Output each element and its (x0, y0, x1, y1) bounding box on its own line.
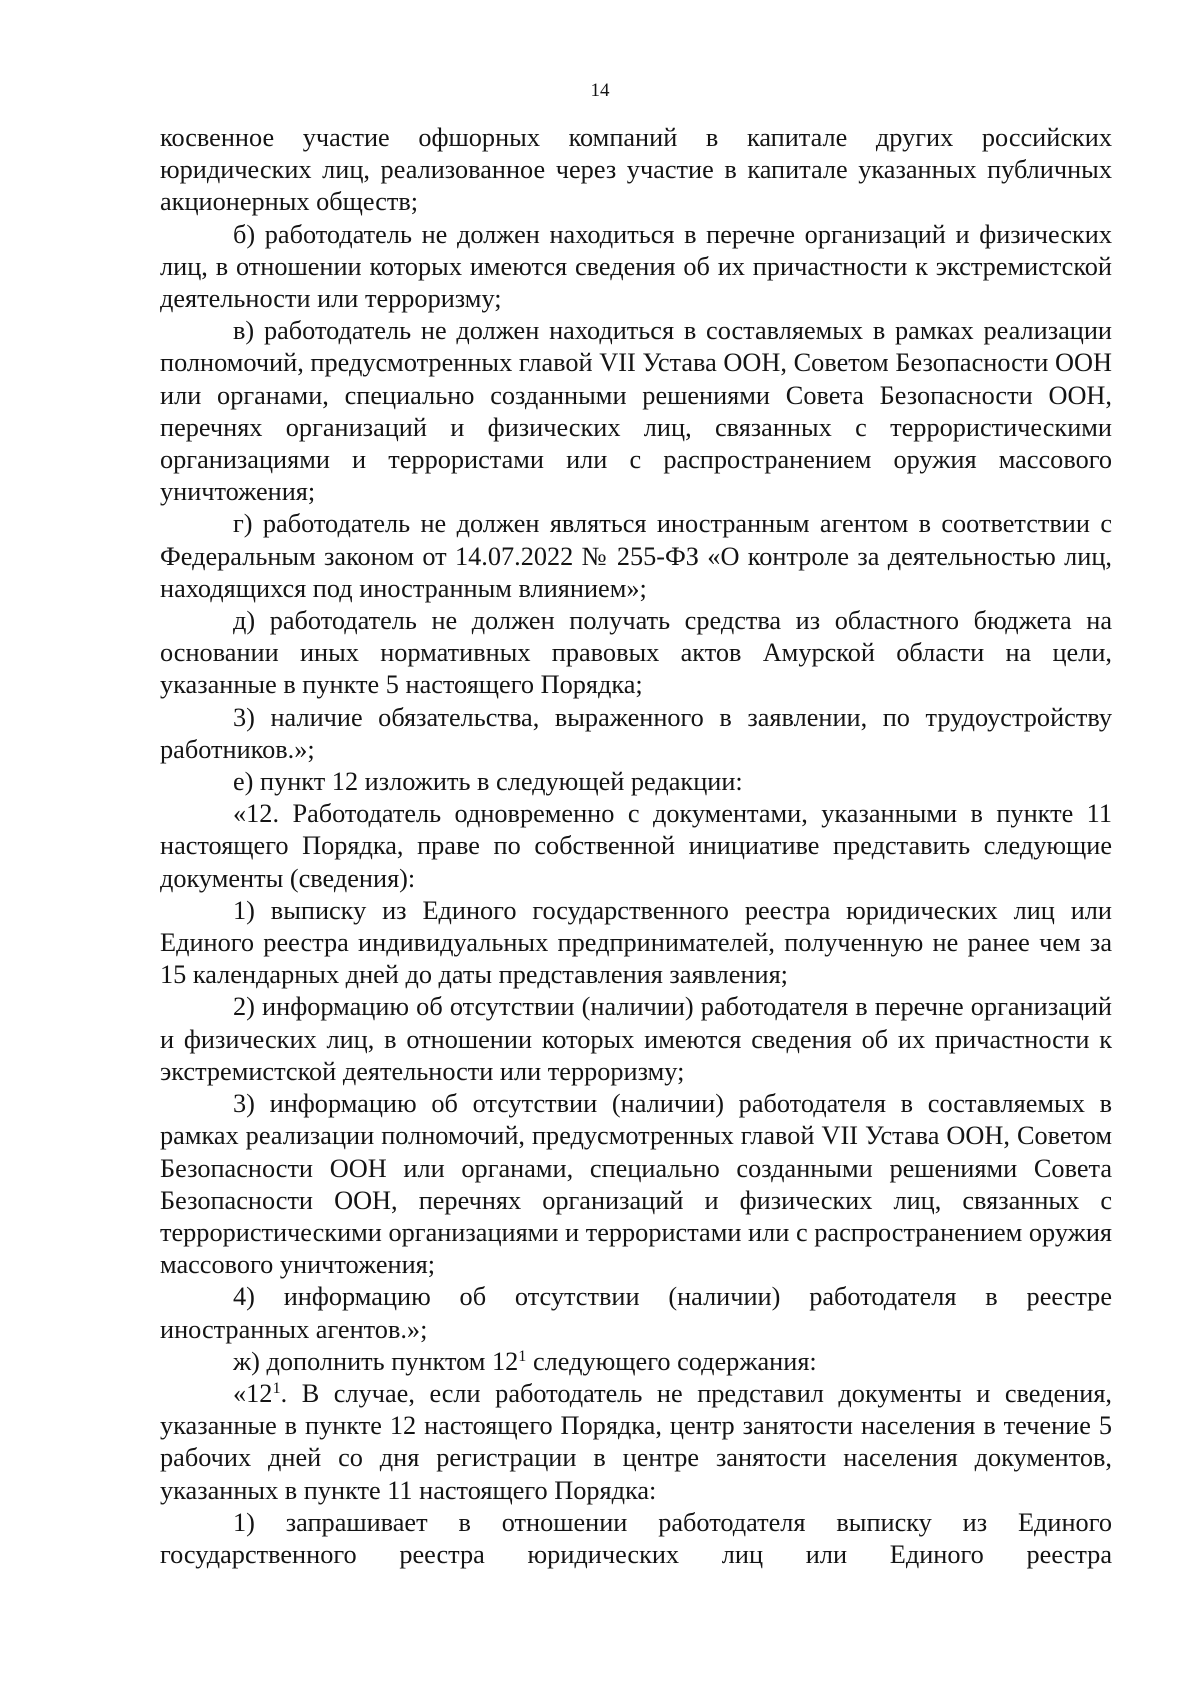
paragraph-clause-12-item-1: 1) выписку из Единого государственного реестра юридических лиц или Единого реестра индивидуальных предпринимателей, полученную не ранее чем за 15 календарных дней до даты представления заявления; (160, 895, 1112, 990)
paragraph-clause-12: «12. Работодатель одновременно с документами, указанными в пункте 11 настоящего Порядка, праве по собственной инициативе представить следующие документы (сведения): (160, 799, 1112, 893)
paragraph-b: б) работодатель не должен находиться в перечне организаций и физических лиц, в отношении которых имеются сведения об их причастности к экстремистской деятельности или терроризму; (160, 219, 1112, 314)
paragraph-e: е) пункт 12 изложить в следующей редакции: (233, 767, 743, 797)
superscript: 1 (272, 1377, 281, 1397)
paragraph-zh-text-end: следующего содержания: (526, 1346, 817, 1376)
paragraph-zh (160, 1346, 1112, 1378)
paragraph-zh-text-start: ж) дополнить пунктом 12 (233, 1346, 519, 1376)
paragraph-clause-12-1-item-1: 1) запрашивает в отношении работодателя выписку из Единого государственного реестра юридических лиц или Единого реестра (160, 1507, 1112, 1569)
paragraph-item-3: 3) наличие обязательства, выраженного в заявлении, по трудоустройству работников.»; (160, 702, 1112, 764)
paragraph-clause-12-1 (160, 1378, 1112, 1507)
clause-12-1-text-start: «12 (233, 1378, 273, 1408)
paragraph-clause-12-item-4: 4) информацию об отсутствии (наличии) работодателя в реестре иностранных агентов.»; (160, 1282, 1112, 1344)
paragraph-g: г) работодатель не должен являться иностранным агентом в соответствии с Федеральным законом от 14.07.2022 № 255-ФЗ «О контроле за деятельностью лиц, находящихся под иностранным влиянием»; (160, 509, 1112, 603)
document-body (160, 122, 1112, 1571)
clause-12-1-text-end: . В случае, если работодатель не представил документы и сведения, указанные в пункте 12 настоящего Порядка, центр занятости населения в течение 5 рабочих дней со дня регистрации в центре занятости населения документов, указанных в пункте 11 настоящего Порядка: (160, 1378, 1112, 1505)
paragraph-clause-12-item-3: 3) информацию об отсутствии (наличии) работодателя в составляемых в рамках реализации полномочий, предусмотренных главой VII Устава ООН, Советом Безопасности ООН или органами, специально созданными решениями Совета Безопасности ООН, перечнях организаций и физических лиц, связанных с террористическими организациями и террористами или с распространением оружия массового уничтожения; (160, 1089, 1112, 1280)
paragraph-d: д) работодатель не должен получать средства из областного бюджета на основании иных нормативных правовых актов Амурской области на цели, указанные в пункте 5 настоящего Порядка; (160, 606, 1112, 700)
superscript: 1 (518, 1345, 527, 1365)
page-number: 14 (590, 80, 610, 101)
paragraph-v: в) работодатель не должен находиться в составляемых в рамках реализации полномочий, предусмотренных главой VII Устава ООН, Советом Безопасности ООН или органами, специально созданными решениями Совета Безопасности ООН, перечнях организаций и физических лиц, связанных с террористическими организациями и террористами или с распространением оружия массового уничтожения; (160, 316, 1112, 507)
paragraph-continuation: косвенное участие офшорных компаний в капитале других российских юридических лиц, реализованное через участие в капитале указанных публичных акционерных обществ; (160, 123, 1112, 217)
paragraph-clause-12-item-2: 2) информацию об отсутствии (наличии) работодателя в перечне организаций и физических лиц, в отношении которых имеются сведения об их причастности к экстремистской деятельности или терроризму; (160, 992, 1112, 1086)
